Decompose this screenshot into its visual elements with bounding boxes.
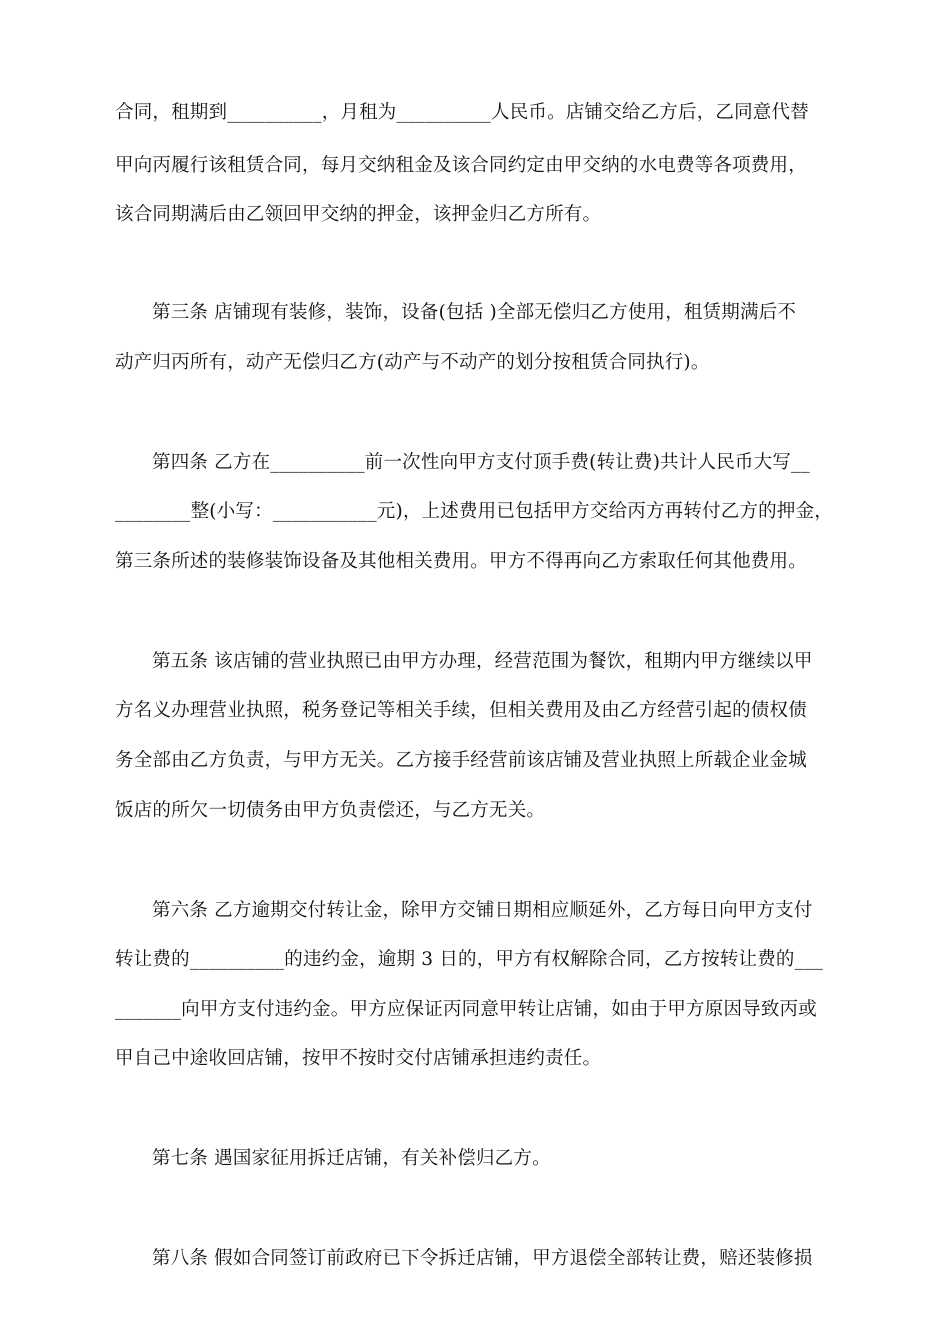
article-4-first-line: 第四条 乙方在__________前一次性向甲方支付顶手费(转让费)共计人民币大写__ — [152, 452, 810, 473]
text-line: 甲自己中途收回店铺，按甲不按时交付店铺承担违约责任。 — [115, 1048, 602, 1069]
text-line: ________整(小写：___________元)，上述费用已包括甲方交给丙方再转付乙方的押金， — [115, 501, 833, 522]
text-line: 务全部由乙方负责，与甲方无关。乙方接手经营前该店铺及营业执照上所载企业金城 — [115, 750, 807, 771]
article-7-line: 第七条 遇国家征用拆迁店铺，有关补偿归乙方。 — [152, 1148, 551, 1169]
text-line: 合同，租期到__________，月租为__________人民币。店铺交给乙方后，乙同意代替 — [115, 102, 809, 123]
text-line: 方名义办理营业执照，税务登记等相关手续，但相关费用及由乙方经营引起的债权债 — [115, 700, 807, 721]
text-line: 该合同期满后由乙领回甲交纳的押金，该押金归乙方所有。 — [115, 204, 602, 225]
text-line: _______向甲方支付违约金。甲方应保证丙同意甲转让店铺，如由于甲方原因导致丙或 — [115, 999, 817, 1020]
article-5-first-line: 第五条 该店铺的营业执照已由甲方办理，经营范围为餐饮，租期内甲方继续以甲 — [152, 651, 813, 672]
text-line: 第三条所述的装修装饰设备及其他相关费用。甲方不得再向乙方索取任何其他费用。 — [115, 551, 807, 572]
article-8-first-line: 第八条 假如合同签订前政府已下令拆迁店铺，甲方退偿全部转让费，赔还装修损 — [152, 1248, 813, 1269]
article-6-first-line: 第六条 乙方逾期交付转让金，除甲方交铺日期相应顺延外，乙方每日向甲方支付 — [152, 900, 813, 921]
text-line: 转让费的__________的违约金，逾期 3 日的，甲方有权解除合同，乙方按转让费的___ — [115, 949, 823, 970]
article-3-first-line: 第三条 店铺现有装修，装饰，设备(包括 )全部无偿归乙方使用，租赁期满后不 — [152, 302, 797, 323]
text-line: 动产归丙所有，动产无偿归乙方(动产与不动产的划分按租赁合同执行)。 — [115, 352, 710, 373]
text-line: 饭店的所欠一切债务由甲方负责偿还，与乙方无关。 — [115, 800, 546, 821]
text-line: 甲向丙履行该租赁合同，每月交纳租金及该合同约定由甲交纳的水电费等各项费用， — [115, 155, 807, 176]
